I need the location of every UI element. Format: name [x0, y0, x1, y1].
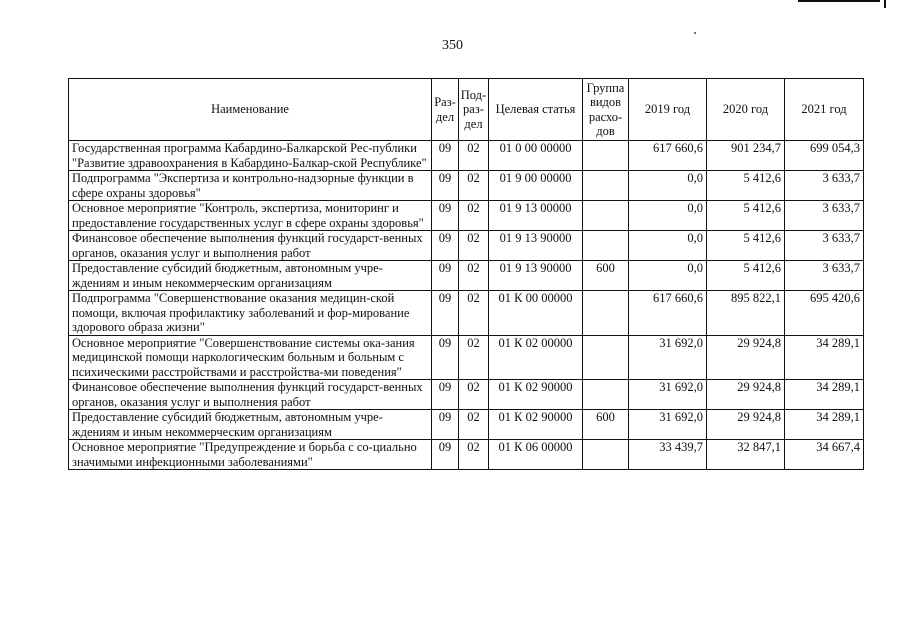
cell-expense-group [583, 201, 629, 231]
cell-name: Подпрограмма "Экспертиза и контрольно-надзорные функции в сфере охраны здоровья" [69, 171, 432, 201]
cell-2021: 34 289,1 [785, 410, 864, 440]
cell-name: Предоставление субсидий бюджетным, автономным учре-ждениям и иным некоммерческим организациям [69, 410, 432, 440]
top-corner-tick [884, 0, 886, 8]
cell-expense-group: 600 [583, 410, 629, 440]
page-number: 350 [442, 38, 463, 53]
cell-2020: 5 412,6 [707, 171, 785, 201]
cell-2019: 33 439,7 [629, 440, 707, 470]
cell-expense-group [583, 291, 629, 336]
cell-target: 01 К 02 90000 [489, 380, 583, 410]
cell-2020: 5 412,6 [707, 201, 785, 231]
cell-section: 09 [432, 171, 459, 201]
cell-2019: 617 660,6 [629, 141, 707, 171]
cell-2020: 895 822,1 [707, 291, 785, 336]
header-2020: 2020 год [707, 79, 785, 141]
cell-name: Подпрограмма "Совершенствование оказания медицин-ской помощи, включая профилактику заболеваний и фор-мирование здорового образа жизни" [69, 291, 432, 336]
cell-name: Государственная программа Кабардино-Балкарской Рес-публики "Развитие здравоохранения в Кабардино-Балкар-ской Республике" [69, 141, 432, 171]
cell-subsection: 02 [459, 291, 489, 336]
table-row [69, 335, 864, 380]
cell-name: Финансовое обеспечение выполнения функций государст-венных органов, оказания услуг и выполнения работ [69, 380, 432, 410]
cell-target: 01 9 13 90000 [489, 261, 583, 291]
header-2019: 2019 год [629, 79, 707, 141]
cell-name: Основное мероприятие "Предупреждение и борьба с со-циально значимыми инфекционными заболеваниями" [69, 440, 432, 470]
cell-subsection: 02 [459, 171, 489, 201]
cell-2021: 34 289,1 [785, 335, 864, 380]
scan-speck [694, 32, 696, 34]
cell-expense-group [583, 335, 629, 380]
cell-subsection: 02 [459, 231, 489, 261]
cell-2019: 0,0 [629, 261, 707, 291]
cell-target: 01 К 06 00000 [489, 440, 583, 470]
header-2021: 2021 год [785, 79, 864, 141]
cell-subsection: 02 [459, 201, 489, 231]
header-subsection: Под-раз-дел [459, 79, 489, 141]
cell-section: 09 [432, 201, 459, 231]
cell-2021: 3 633,7 [785, 171, 864, 201]
cell-2020: 29 924,8 [707, 335, 785, 380]
cell-2021: 34 289,1 [785, 380, 864, 410]
cell-2021: 3 633,7 [785, 231, 864, 261]
cell-subsection: 02 [459, 440, 489, 470]
cell-2020: 5 412,6 [707, 261, 785, 291]
cell-name: Основное мероприятие "Контроль, экспертиза, мониторинг и предоставление государственных услуг в сфере охраны здоровья" [69, 201, 432, 231]
cell-2021: 699 054,3 [785, 141, 864, 171]
cell-2019: 617 660,6 [629, 291, 707, 336]
cell-2021: 3 633,7 [785, 201, 864, 231]
table-row [69, 261, 864, 291]
cell-2019: 0,0 [629, 201, 707, 231]
cell-2019: 31 692,0 [629, 335, 707, 380]
cell-subsection: 02 [459, 261, 489, 291]
cell-expense-group [583, 440, 629, 470]
cell-target: 01 К 02 90000 [489, 410, 583, 440]
cell-2021: 34 667,4 [785, 440, 864, 470]
budget-table [68, 78, 864, 470]
table-row [69, 171, 864, 201]
table-row [69, 201, 864, 231]
table-row [69, 291, 864, 336]
table-header-row [69, 79, 864, 141]
cell-section: 09 [432, 410, 459, 440]
cell-2019: 0,0 [629, 231, 707, 261]
cell-subsection: 02 [459, 380, 489, 410]
cell-2020: 5 412,6 [707, 231, 785, 261]
cell-target: 01 0 00 00000 [489, 141, 583, 171]
header-target: Целевая статья [489, 79, 583, 141]
table-row [69, 410, 864, 440]
cell-section: 09 [432, 231, 459, 261]
cell-2020: 29 924,8 [707, 380, 785, 410]
cell-subsection: 02 [459, 141, 489, 171]
cell-section: 09 [432, 335, 459, 380]
cell-section: 09 [432, 141, 459, 171]
cell-section: 09 [432, 380, 459, 410]
header-expense-group: Группа видов расхо-дов [583, 79, 629, 141]
cell-2021: 695 420,6 [785, 291, 864, 336]
cell-name: Предоставление субсидий бюджетным, автономным учре-ждениям и иным некоммерческим организациям [69, 261, 432, 291]
cell-2019: 31 692,0 [629, 380, 707, 410]
cell-expense-group [583, 380, 629, 410]
cell-expense-group [583, 141, 629, 171]
table-body [69, 141, 864, 470]
cell-2019: 31 692,0 [629, 410, 707, 440]
header-section: Раз-дел [432, 79, 459, 141]
cell-target: 01 9 00 00000 [489, 171, 583, 201]
cell-target: 01 К 00 00000 [489, 291, 583, 336]
table-row [69, 440, 864, 470]
header-name: Наименование [69, 79, 432, 141]
cell-2020: 32 847,1 [707, 440, 785, 470]
table-row [69, 231, 864, 261]
cell-subsection: 02 [459, 410, 489, 440]
cell-expense-group [583, 171, 629, 201]
cell-target: 01 9 13 90000 [489, 231, 583, 261]
cell-target: 01 К 02 00000 [489, 335, 583, 380]
top-rule-mark [798, 0, 880, 2]
cell-name: Финансовое обеспечение выполнения функций государст-венных органов, оказания услуг и выполнения работ [69, 231, 432, 261]
table-row [69, 380, 864, 410]
cell-2019: 0,0 [629, 171, 707, 201]
cell-2021: 3 633,7 [785, 261, 864, 291]
cell-2020: 29 924,8 [707, 410, 785, 440]
cell-expense-group: 600 [583, 261, 629, 291]
cell-expense-group [583, 231, 629, 261]
cell-target: 01 9 13 00000 [489, 201, 583, 231]
cell-2020: 901 234,7 [707, 141, 785, 171]
cell-name: Основное мероприятие "Совершенствование системы ока-зания медицинской помощи наркологическим больным и больным с психическими расстройствами и расстройства-ми поведения" [69, 335, 432, 380]
cell-section: 09 [432, 261, 459, 291]
cell-section: 09 [432, 440, 459, 470]
cell-subsection: 02 [459, 335, 489, 380]
table-row [69, 141, 864, 171]
cell-section: 09 [432, 291, 459, 336]
